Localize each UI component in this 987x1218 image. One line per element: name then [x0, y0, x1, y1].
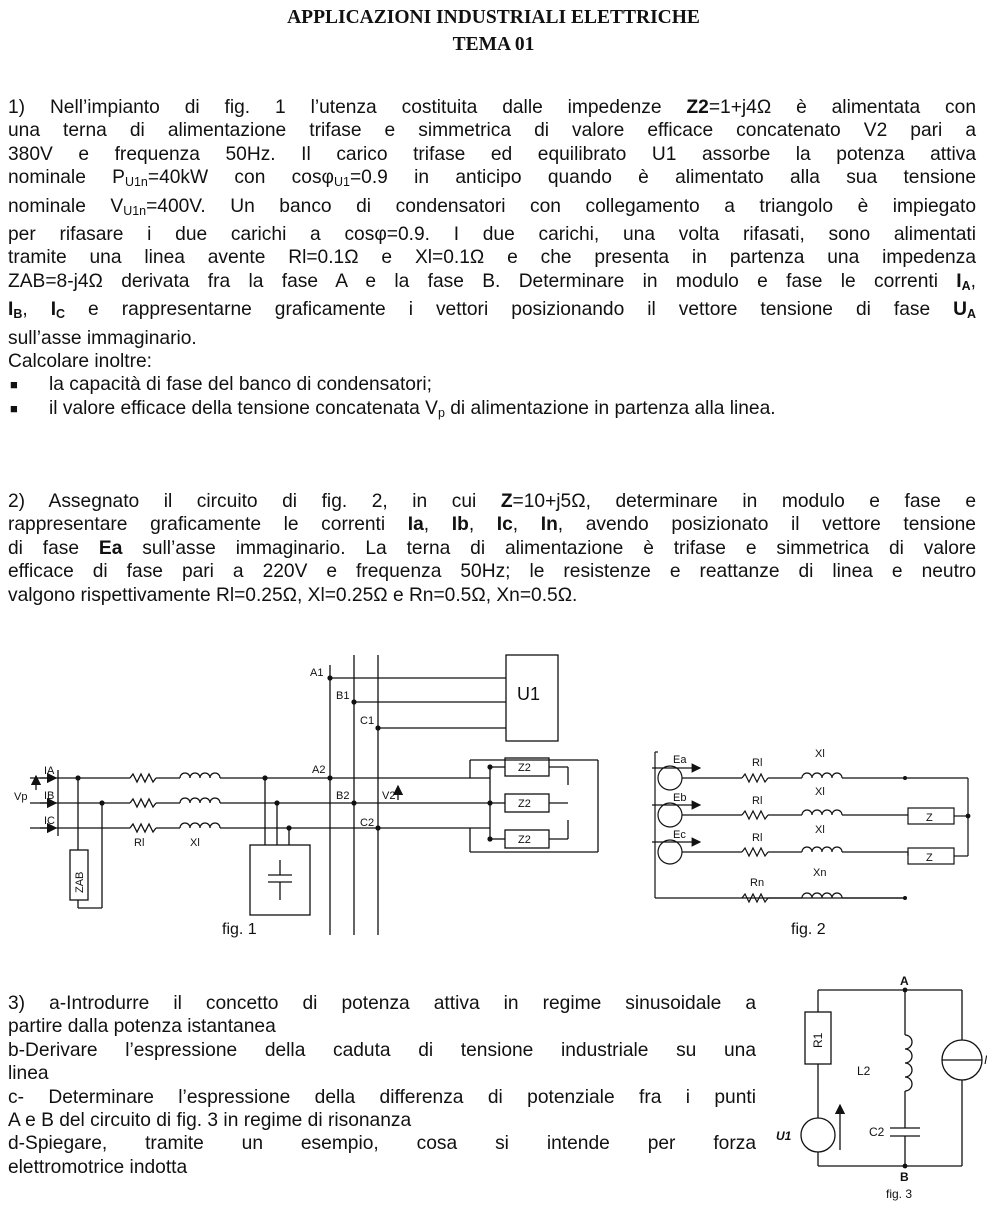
q1-line: ZAB=8-j4Ω derivata fra la fase A e la fase B. Determinare in modulo e fase le correnti $I_A$, [8, 270, 976, 293]
label-ib: IB [44, 790, 55, 802]
q2-line: efficace di fase pari a 220V e frequenza 50Hz; le resistenze e reattanze di linea e neutro [8, 561, 976, 583]
q1-line: nominale $P_{U1n}=40kW$ con cosφ$_{U1}$=0.9 in anticipo quando è alimentato alla sua tensione [8, 167, 976, 190]
q3-line: partire dalla potenza istantanea [8, 1016, 276, 1038]
label-rn: Rn [750, 877, 765, 889]
label-a1: A1 [310, 667, 324, 679]
q1-line: 380V e frequenza 50Hz. Il carico trifase ed equilibrato U1 assorbe la potenza attiva [8, 143, 976, 165]
q3-line: 3) a-Introdurre il concetto di potenza attiva in regime sinusoidale a [8, 993, 756, 1014]
label-ia: IA [44, 765, 55, 777]
figure-3 [801, 990, 982, 1166]
q2-line: valgono rispettivamente Rl=0.25Ω, Xl=0.25Ω e Rn=0.5Ω, Xn=0.5Ω. [8, 584, 578, 606]
label-a: A [900, 974, 909, 988]
q1-line: tramite una linea avente Rl=0.1Ω e Xl=0.1Ω e che presenta in partenza una impedenza [8, 247, 976, 269]
title-line-1: APPLICAZIONI INDUSTRIALI ELETTRICHE [287, 7, 700, 28]
q1-line: per rifasare i due carichi a cosφ=0.9. I due carichi, una volta rifasati, sono alimentati [8, 224, 976, 246]
label-a2: A2 [312, 764, 326, 776]
label-rl: Rl [752, 832, 763, 844]
q1-line: Calcolare inoltre: [8, 351, 152, 373]
label-u1: U1 [776, 1129, 792, 1143]
label-v2: V2 [382, 790, 396, 802]
q1-bullet: ■ il valore efficace della tensione concatenata $V_p$ di alimentazione in partenza alla linea. [10, 397, 776, 420]
figure-2-labels [673, 748, 933, 938]
question-3 [8, 992, 756, 1179]
q3-line: d-Spiegare, tramite un esempio, cosa si intende per forza [8, 1133, 756, 1155]
label-xl: Xl [815, 786, 825, 798]
label-vp: Vp [14, 791, 28, 803]
q3-line: A e B del circuito di fig. 3 in regime di risonanza [8, 1110, 412, 1132]
label-ic: IC [44, 815, 55, 827]
title-line-2: TEMA 01 [452, 34, 535, 55]
fig3-caption: fig. 3 [886, 1187, 913, 1201]
label-b2: B2 [336, 790, 350, 802]
label-xl: Xl [190, 837, 200, 849]
label-z: Z [926, 852, 933, 864]
q1-line: $I_B$, $I_C$ e rappresentarne graficamente i vettori posizionando il vettore tensione di fase $U_A$ [8, 299, 976, 322]
figure-3-labels [776, 974, 987, 1201]
label-c2: C2 [360, 817, 375, 829]
label-b: B [900, 1170, 909, 1184]
q2-line: rappresentare graficamente le correnti Ia, Ib, Ic, In, avendo posizionato il vettore tensione [8, 514, 976, 536]
figure-2 [652, 752, 968, 902]
label-l2: L2 [857, 1064, 871, 1078]
label-rl: Rl [752, 757, 763, 769]
label-rl: Rl [134, 837, 145, 849]
q3-line: linea [8, 1063, 49, 1085]
q2-line: di fase Ea sull’asse immaginario. La terna di alimentazione è trifase e simmetrica di valore [8, 537, 976, 559]
bullet-square-icon: ■ [10, 400, 18, 416]
label-ec: Ec [673, 829, 686, 841]
label-ea: Ea [673, 754, 687, 766]
figure-2-nodes [903, 776, 970, 900]
bullet-square-icon: ■ [10, 377, 18, 393]
label-z2: Z2 [518, 798, 531, 810]
q3-line: elettromotrice indotta [8, 1156, 188, 1178]
label-xn: Xn [813, 867, 827, 879]
label-r1: R1 [811, 1032, 825, 1048]
label-rl: Rl [752, 795, 763, 807]
q1-line: una terna di alimentazione trifase e simmetrica di valore efficace concatenato V2 pari a [8, 120, 976, 142]
label-zab: ZAB [74, 871, 86, 893]
label-eb: Eb [673, 792, 687, 804]
q1-line: 1) Nell’impianto di fig. 1 l’utenza costituita dalle impedenze Z2=1+j4Ω è alimentata con [8, 97, 976, 118]
label-u1: U1 [517, 684, 541, 704]
label-xl: Xl [815, 824, 825, 836]
label-c1: C1 [360, 715, 375, 727]
label-c2: C2 [869, 1125, 885, 1139]
label-z2: Z2 [518, 762, 531, 774]
q1-line: sull’asse immaginario. [8, 327, 197, 349]
q2-line: 2) Assegnato il circuito di fig. 2, in cui Z=10+j5Ω, determinare in modulo e fase e [8, 491, 976, 512]
label-b1: B1 [336, 690, 350, 702]
figure-1 [30, 655, 598, 935]
label-z: Z [926, 812, 933, 824]
figure-1-nodes [75, 675, 492, 841]
fig2-caption: fig. 2 [791, 921, 826, 938]
fig1-caption: fig. 1 [222, 921, 257, 938]
q3-line: c- Determinare l’espressione della differenza di potenziale fra i punti [8, 1086, 756, 1108]
q3-line: b-Derivare l’espressione della caduta di tensione industriale su una [8, 1039, 756, 1061]
label-z2: Z2 [518, 834, 531, 846]
label-xl: Xl [815, 748, 825, 760]
q1-bullet: ■ la capacità di fase del banco di condensatori; [10, 374, 432, 396]
q1-line: nominale $V_{U1n}=400V$. Un banco di condensatori con collegamento a triangolo è impiegato [8, 195, 976, 218]
